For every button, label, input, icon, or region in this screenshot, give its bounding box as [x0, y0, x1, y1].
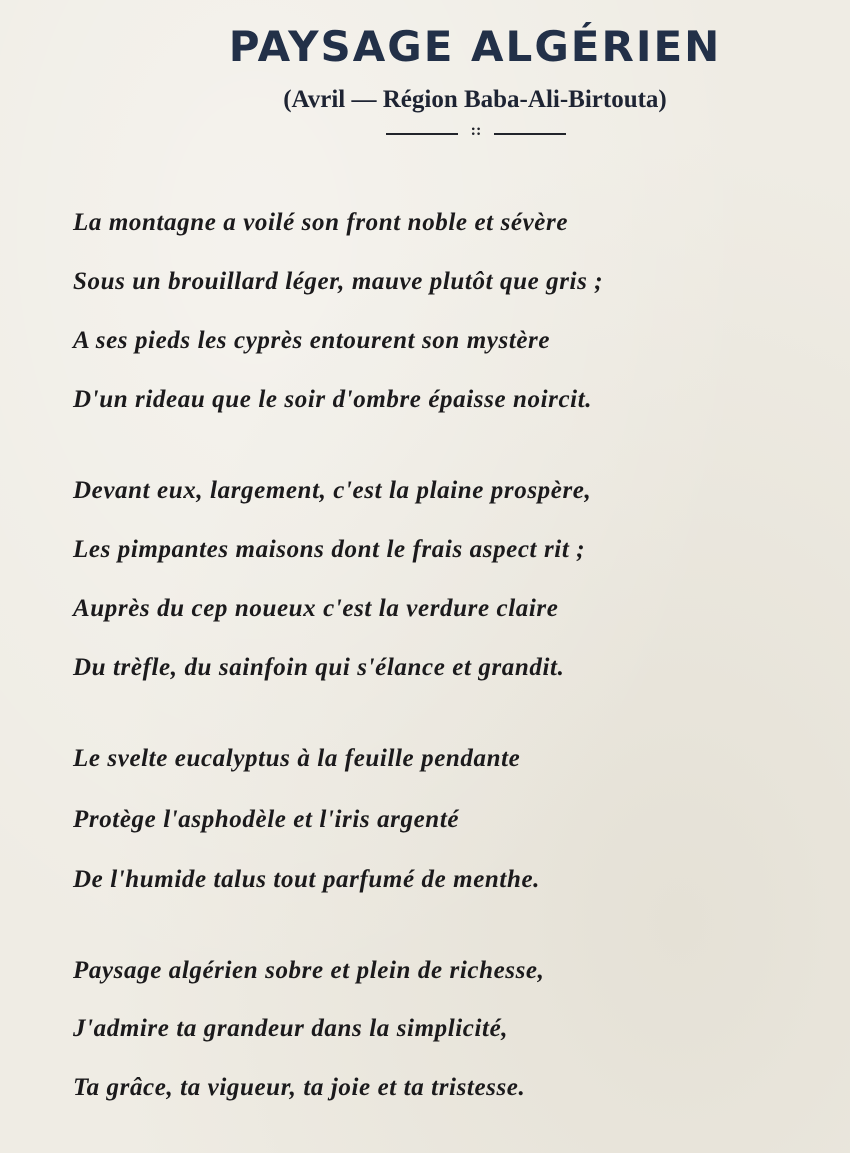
ornament-dots: :: [470, 122, 482, 139]
verse-line: J'admire ta grandeur dans la simplicité, [73, 1015, 509, 1042]
verse-line: Protège l'asphodèle et l'iris argenté [73, 806, 460, 833]
verse-line: Du trèfle, du sainfoin qui s'élance et grandit. [73, 654, 565, 681]
verse-line: A ses pieds les cyprès entourent son mystère [73, 327, 551, 354]
verse-line: Ta grâce, ta vigueur, ta joie et ta tristesse. [73, 1074, 526, 1101]
verse-line: De l'humide talus tout parfumé de menthe. [73, 866, 540, 893]
verse-line: Le svelte eucalyptus à la feuille pendante [73, 745, 521, 772]
ornament-line-left [386, 133, 458, 135]
verse-line: Devant eux, largement, c'est la plaine prospère, [73, 477, 592, 504]
ornament-line-right [494, 133, 566, 135]
title-ornament [386, 124, 566, 144]
poem-title: PAYSAGE ALGÉRIEN [228, 22, 722, 71]
verse-line: Paysage algérien sobre et plein de richesse, [73, 957, 545, 984]
verse-line: D'un rideau que le soir d'ombre épaisse noircit. [73, 386, 593, 413]
verse-line: La montagne a voilé son front noble et sévère [73, 209, 569, 236]
verse-line: Auprès du cep noueux c'est la verdure claire [73, 595, 559, 622]
poem-subtitle: (Avril — Région Baba-Ali-Birtouta) [283, 86, 667, 113]
verse-line: Les pimpantes maisons dont le frais aspect rit ; [73, 536, 586, 563]
verse-line: Sous un brouillard léger, mauve plutôt que gris ; [73, 268, 604, 295]
